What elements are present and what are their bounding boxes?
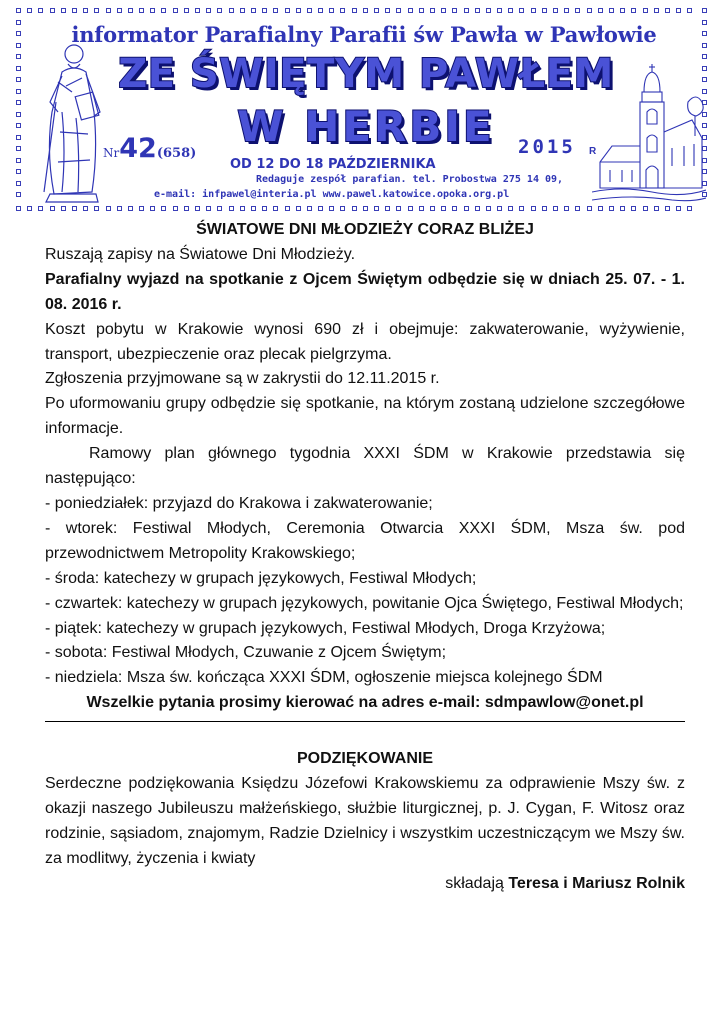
schedule-item-sunday: - niedziela: Msza św. kończąca XXXI ŚDM, ogłoszenie miejsca kolejnego ŚDM bbox=[45, 669, 603, 687]
paragraph-trip-dates: Parafialny wyjazd na spotkanie z Ojcem Świętym odbędzie się w dniach 25. 07. - 1. 08. 2016 r. bbox=[45, 270, 685, 313]
border-dot bbox=[486, 8, 491, 13]
border-dot bbox=[587, 8, 592, 13]
border-dot bbox=[396, 8, 401, 13]
border-dot bbox=[83, 206, 88, 211]
border-dot bbox=[16, 123, 21, 128]
schedule-item-tuesday: - wtorek: Festiwal Młodych, Ceremonia Otwarcia XXXI ŚDM, Msza św. pod przewodnictwem Metropolity Krakowskiego; bbox=[45, 519, 685, 562]
border-dot bbox=[408, 8, 413, 13]
border-dot bbox=[587, 206, 592, 211]
border-dot bbox=[307, 8, 312, 13]
border-dot bbox=[352, 206, 357, 211]
issue-year-suffix: R bbox=[589, 146, 597, 157]
border-dot bbox=[598, 206, 603, 211]
border-dot bbox=[419, 8, 424, 13]
border-dot bbox=[363, 8, 368, 13]
signature-names: Teresa i Mariusz Rolnik bbox=[508, 874, 685, 892]
border-dot bbox=[139, 206, 144, 211]
border-dot bbox=[464, 8, 469, 13]
border-dot bbox=[16, 43, 21, 48]
border-dot bbox=[16, 100, 21, 105]
border-dot bbox=[16, 89, 21, 94]
border-dot bbox=[385, 206, 390, 211]
border-dot bbox=[72, 206, 77, 211]
border-dot bbox=[396, 206, 401, 211]
border-dot bbox=[430, 206, 435, 211]
border-dot bbox=[296, 206, 301, 211]
border-dot bbox=[631, 206, 636, 211]
border-dot bbox=[620, 206, 625, 211]
border-dot bbox=[217, 8, 222, 13]
border-dot bbox=[206, 8, 211, 13]
border-dot bbox=[61, 8, 66, 13]
border-dot bbox=[564, 8, 569, 13]
issue-prefix: Nr bbox=[103, 146, 120, 160]
border-dot bbox=[531, 8, 536, 13]
border-dot bbox=[50, 206, 55, 211]
border-dot bbox=[83, 8, 88, 13]
border-dot bbox=[553, 8, 558, 13]
border-dot bbox=[16, 77, 21, 82]
border-dot bbox=[542, 8, 547, 13]
border-dot bbox=[173, 8, 178, 13]
border-dot bbox=[542, 206, 547, 211]
border-dot bbox=[285, 206, 290, 211]
border-dot bbox=[340, 8, 345, 13]
dotted-border-bottom bbox=[16, 206, 692, 211]
masthead bbox=[16, 8, 708, 212]
border-dot bbox=[519, 206, 524, 211]
border-dot bbox=[519, 8, 524, 13]
border-dot bbox=[475, 206, 480, 211]
border-dot bbox=[508, 206, 513, 211]
border-dot bbox=[374, 8, 379, 13]
border-dot bbox=[251, 8, 256, 13]
border-dot bbox=[340, 206, 345, 211]
border-dot bbox=[229, 8, 234, 13]
border-dot bbox=[150, 8, 155, 13]
schedule-item-saturday: - sobota: Festiwal Młodych, Czuwanie z Ojcem Świętym; bbox=[45, 644, 447, 662]
border-dot bbox=[117, 8, 122, 13]
border-dot bbox=[273, 8, 278, 13]
border-dot bbox=[16, 169, 21, 174]
masthead-title-line1: ZE ŚWIĘTYM PAWŁEM bbox=[118, 51, 614, 97]
border-dot bbox=[531, 206, 536, 211]
border-dot bbox=[161, 206, 166, 211]
border-dot bbox=[184, 8, 189, 13]
border-dot bbox=[363, 206, 368, 211]
border-dot bbox=[486, 206, 491, 211]
border-dot bbox=[609, 206, 614, 211]
border-dot bbox=[27, 206, 32, 211]
issue-total: (658) bbox=[156, 146, 197, 161]
border-dot bbox=[654, 206, 659, 211]
border-dot bbox=[687, 206, 692, 211]
article-heading: ŚWIATOWE DNI MŁODZIEŻY CORAZ BLIŻEJ bbox=[196, 221, 534, 238]
border-dot bbox=[385, 8, 390, 13]
border-dot bbox=[676, 8, 681, 13]
border-dot bbox=[598, 8, 603, 13]
border-dot bbox=[318, 206, 323, 211]
paragraph-meeting: Po uformowaniu grupy odbędzie się spotkanie, na którym zostaną udzielone szczegółowe informacje. bbox=[45, 395, 685, 438]
border-dot bbox=[94, 206, 99, 211]
border-dot bbox=[687, 8, 692, 13]
contact-note: Wszelkie pytania prosimy kierować na adres e-mail: sdmpawlow@onet.pl bbox=[86, 694, 644, 712]
masthead-subtitle: informator Parafialny Parafii św Pawła w Pawłowie bbox=[71, 22, 657, 47]
border-dot bbox=[575, 206, 580, 211]
border-dot bbox=[702, 54, 707, 59]
border-dot bbox=[16, 8, 21, 13]
issue-number-value: 42 bbox=[119, 133, 157, 164]
border-dot bbox=[352, 8, 357, 13]
border-dot bbox=[497, 206, 502, 211]
paragraph-plan-intro: Ramowy plan głównego tygodnia XXXI ŚDM w Krakowie przedstawia się następująco: bbox=[45, 445, 685, 488]
border-dot bbox=[508, 8, 513, 13]
issue-year: 2015 bbox=[518, 136, 576, 158]
issue-number bbox=[103, 133, 196, 164]
border-dot bbox=[139, 8, 144, 13]
border-dot bbox=[206, 206, 211, 211]
border-dot bbox=[296, 8, 301, 13]
border-dot bbox=[150, 206, 155, 211]
border-dot bbox=[16, 206, 21, 211]
border-dot bbox=[329, 206, 334, 211]
border-dot bbox=[240, 8, 245, 13]
paragraph-cost: Koszt pobytu w Krakowie wynosi 690 zł i obejmuje: zakwaterowanie, wyżywienie, transport, ubezpieczenie oraz plecak pielgrzyma. bbox=[45, 320, 685, 363]
border-dot bbox=[702, 43, 707, 48]
border-dot bbox=[16, 135, 21, 140]
contact-line-2: e-mail: infpawel@interia.pl www.pawel.katowice.opoka.org.pl bbox=[154, 189, 510, 200]
paragraph-intro: Ruszają zapisy na Światowe Dni Młodzieży. bbox=[45, 245, 356, 263]
issue-dates: OD 12 DO 18 PAŹDZIERNIKA bbox=[230, 157, 436, 172]
schedule-item-wednesday: - środa: katechezy w grupach językowych, Festiwal Młodych; bbox=[45, 569, 477, 587]
thanks-heading: PODZIĘKOWANIE bbox=[296, 750, 433, 768]
border-dot bbox=[262, 206, 267, 211]
border-dot bbox=[318, 8, 323, 13]
border-dot bbox=[128, 206, 133, 211]
border-dot bbox=[72, 8, 77, 13]
border-dot bbox=[665, 206, 670, 211]
border-dot bbox=[251, 206, 256, 211]
schedule-item-friday: - piątek: katechezy w grupach językowych, Festiwal Młodych, Droga Krzyżowa; bbox=[45, 619, 606, 637]
border-dot bbox=[195, 8, 200, 13]
border-dot bbox=[676, 206, 681, 211]
border-dot bbox=[27, 8, 32, 13]
border-dot bbox=[184, 206, 189, 211]
border-dot bbox=[475, 8, 480, 13]
border-dot bbox=[262, 8, 267, 13]
border-dot bbox=[702, 31, 707, 36]
contact-line-1: Redaguje zespół parafian. tel. Probostwa 275 14 09, bbox=[256, 174, 564, 185]
signature-prefix: składają bbox=[445, 874, 504, 892]
thanks-signature bbox=[45, 872, 685, 897]
section-gap bbox=[45, 722, 685, 747]
masthead-title-line2: W HERBIE bbox=[237, 102, 495, 151]
border-dot bbox=[419, 206, 424, 211]
border-dot bbox=[441, 8, 446, 13]
border-dot bbox=[38, 8, 43, 13]
border-dot bbox=[161, 8, 166, 13]
border-dot bbox=[430, 8, 435, 13]
border-dot bbox=[374, 206, 379, 211]
border-dot bbox=[94, 8, 99, 13]
border-dot bbox=[553, 206, 558, 211]
border-dot bbox=[497, 8, 502, 13]
border-dot bbox=[16, 192, 21, 197]
border-dot bbox=[16, 66, 21, 71]
dotted-border-left bbox=[16, 8, 21, 197]
border-dot bbox=[128, 8, 133, 13]
border-dot bbox=[307, 206, 312, 211]
border-dot bbox=[106, 8, 111, 13]
border-dot bbox=[441, 206, 446, 211]
border-dot bbox=[106, 206, 111, 211]
border-dot bbox=[16, 20, 21, 25]
schedule-item-monday: - poniedziałek: przyjazd do Krakowa i zakwaterowanie; bbox=[45, 494, 433, 512]
border-dot bbox=[229, 206, 234, 211]
border-dot bbox=[620, 8, 625, 13]
border-dot bbox=[452, 206, 457, 211]
border-dot bbox=[38, 206, 43, 211]
border-dot bbox=[16, 112, 21, 117]
border-dot bbox=[702, 8, 707, 13]
border-dot bbox=[195, 206, 200, 211]
border-dot bbox=[16, 146, 21, 151]
border-dot bbox=[240, 206, 245, 211]
dotted-border-top bbox=[16, 8, 692, 13]
border-dot bbox=[643, 206, 648, 211]
border-dot bbox=[643, 8, 648, 13]
border-dot bbox=[50, 8, 55, 13]
border-dot bbox=[16, 31, 21, 36]
border-dot bbox=[452, 8, 457, 13]
schedule-item-thursday: - czwartek: katechezy w grupach językowych, powitanie Ojca Świętego, Festiwal Młodych; bbox=[45, 594, 684, 612]
border-dot bbox=[16, 54, 21, 59]
border-dot bbox=[654, 8, 659, 13]
border-dot bbox=[631, 8, 636, 13]
border-dot bbox=[117, 206, 122, 211]
border-dot bbox=[464, 206, 469, 211]
border-dot bbox=[702, 20, 707, 25]
border-dot bbox=[609, 8, 614, 13]
church-illustration bbox=[592, 62, 706, 204]
border-dot bbox=[575, 8, 580, 13]
border-dot bbox=[16, 158, 21, 163]
border-dot bbox=[408, 206, 413, 211]
border-dot bbox=[665, 8, 670, 13]
paragraph-registration: Zgłoszenia przyjmowane są w zakrystii do 12.11.2015 r. bbox=[45, 370, 440, 388]
border-dot bbox=[273, 206, 278, 211]
border-dot bbox=[329, 8, 334, 13]
thanks-body: Serdeczne podziękowania Księdzu Józefowi Krakowskiemu za odprawienie Mszy św. z okazji naszego Jubileuszu małżeńskiego, służbie liturgicznej, p. J. Cygan, F. Witosz oraz rodzinie, sąsiadom, znajomym, Radzie Dzielnicy i wszystkim uczestniczącym we Mszy św. za modlitwy, życzenia i kwiaty bbox=[45, 775, 685, 867]
border-dot bbox=[217, 206, 222, 211]
page-content bbox=[45, 218, 685, 897]
border-dot bbox=[16, 181, 21, 186]
border-dot bbox=[285, 8, 290, 13]
border-dot bbox=[564, 206, 569, 211]
border-dot bbox=[173, 206, 178, 211]
border-dot bbox=[61, 206, 66, 211]
